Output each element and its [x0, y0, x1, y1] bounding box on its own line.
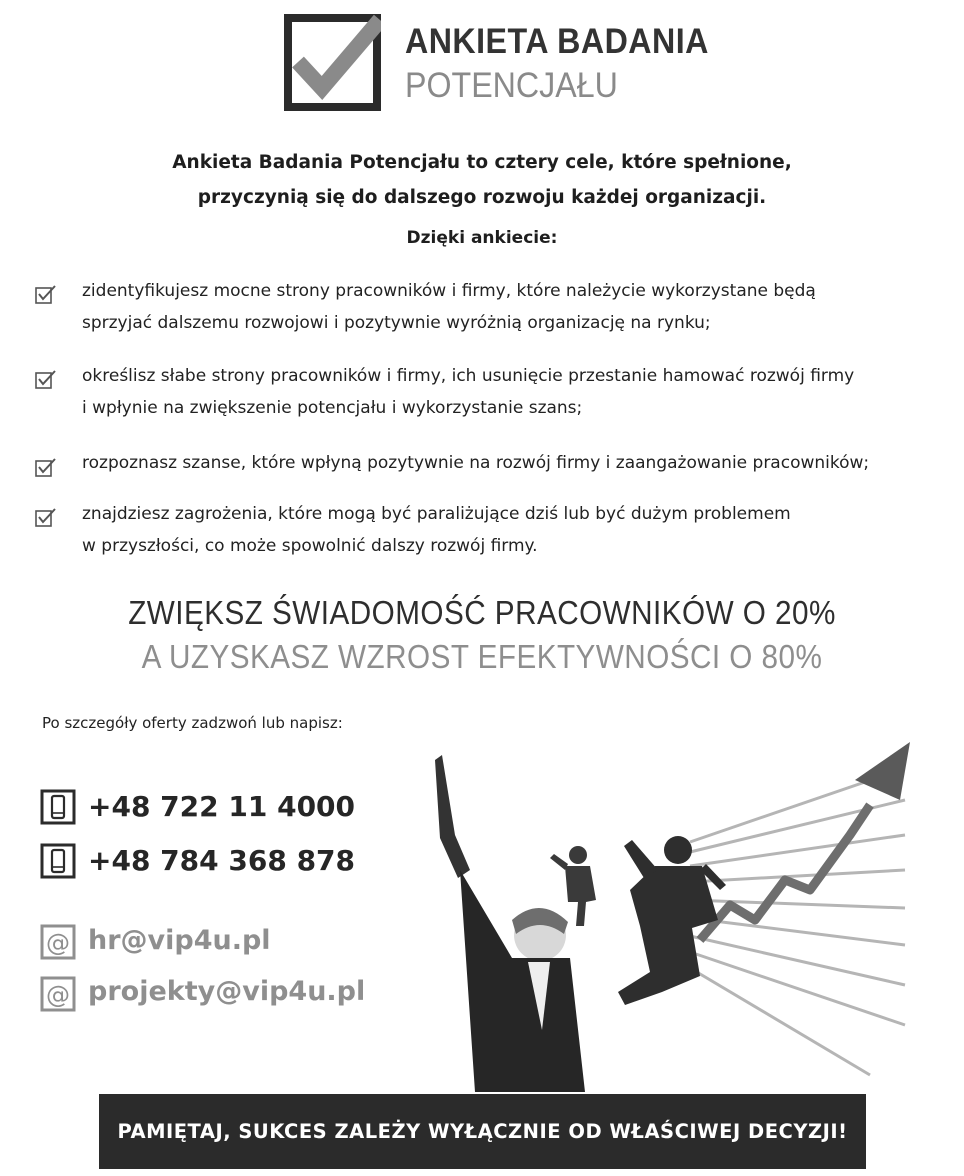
email-hr[interactable]: hr@vip4u.pl	[88, 925, 271, 956]
logo-title: ANKIETA BADANIA	[405, 22, 709, 61]
logo-checkbox-icon	[284, 14, 381, 111]
phone-number-2[interactable]: +48 784 368 878	[88, 844, 356, 877]
mobile-phone-icon	[40, 789, 76, 825]
slogan-line-2: A UZYSKASZ WZROST EFEKTYWNOŚCI O 80%	[141, 638, 823, 675]
at-sign-icon	[40, 924, 76, 960]
intro-lead: Dzięki ankiecie:	[406, 228, 558, 248]
at-sign-icon	[40, 976, 76, 1012]
svg-text:@: @	[46, 981, 70, 1009]
contact-label: Po szczegóły oferty zadzwoń lub napisz:	[42, 714, 343, 732]
email-projekty[interactable]: projekty@vip4u.pl	[88, 976, 366, 1007]
slogan-line-1: ZWIĘKSZ ŚWIADOMOŚĆ PRACOWNIKÓW O 20%	[128, 594, 836, 631]
logo-subtitle: POTENCJAŁU	[405, 66, 618, 105]
check-box-icon	[35, 284, 57, 304]
bullet-2-line-2: i wpłynie na zwiększenie potencjału i wykorzystanie szans;	[82, 398, 583, 418]
phone-number-1[interactable]: +48 722 11 4000	[88, 790, 356, 823]
footer-banner	[99, 1094, 866, 1169]
check-box-icon	[35, 457, 57, 477]
mobile-phone-icon	[40, 843, 76, 879]
svg-text:@: @	[46, 929, 70, 957]
bullet-4-line-2: w przyszłości, co może spowolnić dalszy rozwój firmy.	[82, 536, 538, 556]
check-box-icon	[35, 507, 57, 527]
intro-line-2: przyczynią się do dalszego rozwoju każdej organizacji.	[197, 187, 767, 208]
success-illustration	[400, 730, 964, 1092]
bullet-3-line-1: rozpoznasz szanse, które wpłyną pozytywnie na rozwój firmy i zaangażowanie pracowników;	[82, 453, 870, 473]
footer-banner-text: PAMIĘTAJ, SUKCES ZALEŻY WYŁĄCZNIE OD WŁAŚCIWEJ DECYZJI!	[117, 1120, 848, 1143]
intro-line-1: Ankieta Badania Potencjału to cztery cele, które spełnione,	[172, 152, 792, 173]
bullet-2-line-1: określisz słabe strony pracowników i firmy, ich usunięcie przestanie hamować rozwój firmy	[82, 366, 855, 386]
bullet-4-line-1: znajdziesz zagrożenia, które mogą być paraliżujące dziś lub być dużym problemem	[82, 504, 791, 524]
bullet-1-line-2: sprzyjać dalszemu rozwojowi i pozytywnie wyróżnią organizację na rynku;	[82, 313, 711, 333]
bullet-1-line-1: zidentyfikujesz mocne strony pracowników i firmy, które należycie wykorzystane będą	[82, 281, 816, 301]
check-box-icon	[35, 369, 57, 389]
